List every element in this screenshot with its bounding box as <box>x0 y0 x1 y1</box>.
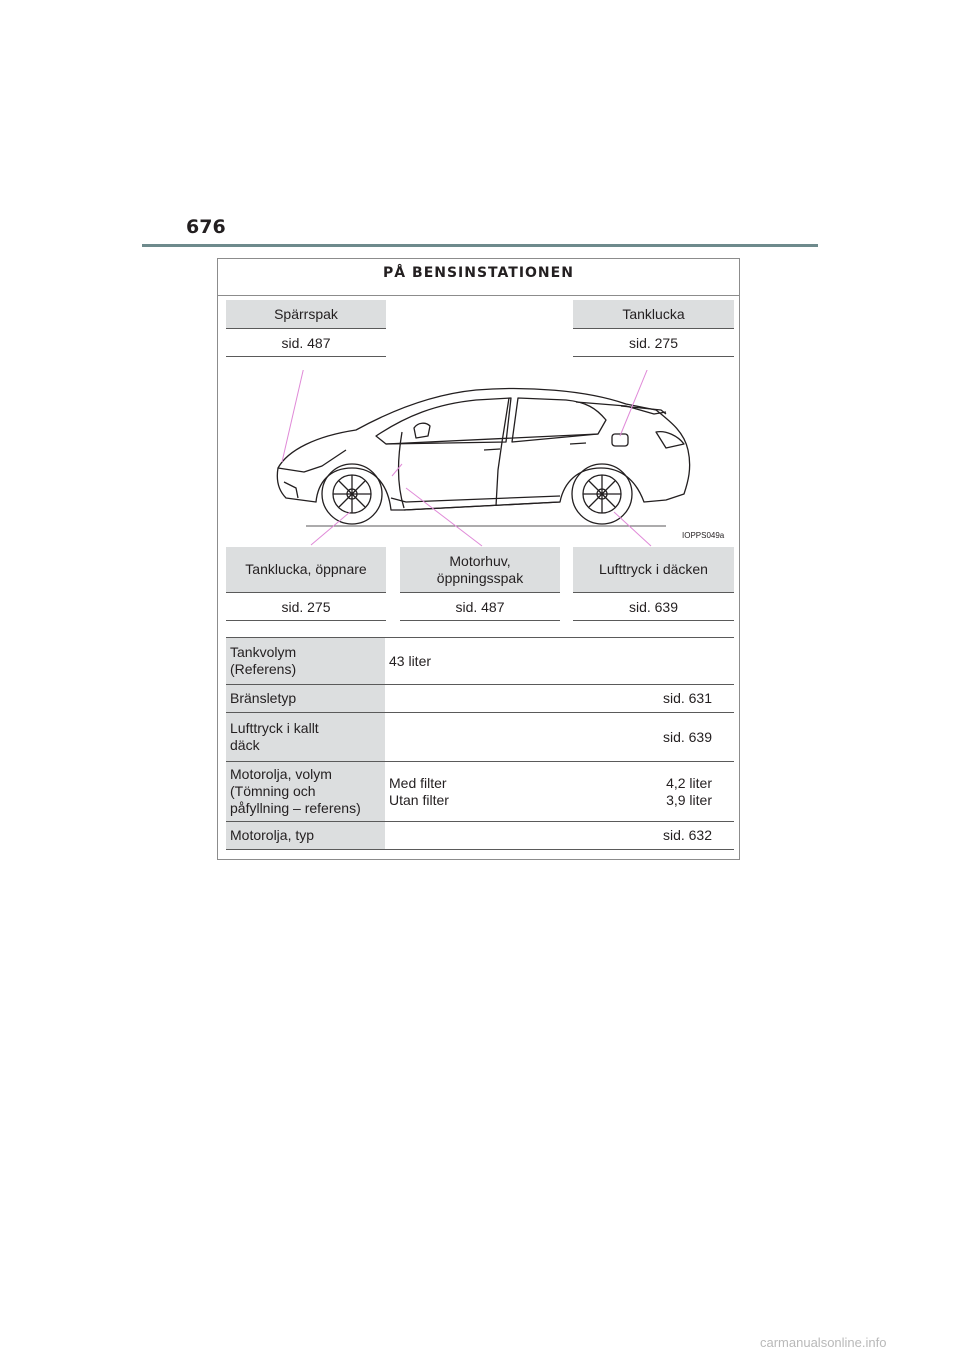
callout-ref-tanklucka[interactable]: sid. 275 <box>573 329 734 357</box>
spec-key <box>226 713 385 762</box>
table-row <box>226 762 734 822</box>
spec-key-line: (Tömning och <box>230 783 316 799</box>
table-row <box>226 685 734 713</box>
callout-label-tanklucka-oppnare: Tanklucka, öppnare <box>226 547 386 593</box>
spec-key: Bränsletyp <box>226 685 385 713</box>
spec-table <box>226 637 734 850</box>
callout-ref-motorhuv[interactable]: sid. 487 <box>400 593 560 621</box>
spec-key <box>226 762 385 822</box>
spec-value[interactable]: sid. 632 <box>385 822 734 850</box>
callout-ref-tanklucka-oppnare[interactable]: sid. 275 <box>226 593 386 621</box>
callout-ref-sparrspak[interactable]: sid. 487 <box>226 329 386 357</box>
oil-row-value: 3,9 liter <box>666 791 712 808</box>
callout-label-tanklucka: Tanklucka <box>573 300 734 329</box>
spec-key-line: Motorolja, volym <box>230 766 332 782</box>
callout-ref-lufttryck[interactable]: sid. 639 <box>573 593 734 621</box>
spec-value <box>385 762 734 822</box>
spec-value[interactable]: sid. 639 <box>385 713 734 762</box>
callout-label-motorhuv <box>400 547 560 593</box>
spec-value[interactable]: sid. 631 <box>385 685 734 713</box>
spec-value: 43 liter <box>385 638 734 685</box>
callout-label-lufttryck: Lufttryck i däcken <box>573 547 734 593</box>
watermark: carmanualsonline.info <box>760 1335 887 1350</box>
table-row <box>226 713 734 762</box>
car-illustration <box>226 370 734 550</box>
callout-label-sparrspak: Spärrspak <box>226 300 386 329</box>
oil-row-name: Utan filter <box>389 791 449 808</box>
spec-key-line: (Referens) <box>230 661 297 677</box>
oil-row-value: 4,2 liter <box>666 774 712 791</box>
figure-id: IOPPS049a <box>682 531 725 540</box>
header-rule <box>142 244 818 247</box>
table-row <box>226 822 734 850</box>
title-rule <box>218 295 739 296</box>
spec-key-line: påfyllning – referens) <box>230 800 361 816</box>
table-row <box>226 638 734 685</box>
oil-row-with-filter <box>389 775 712 792</box>
spec-key: Motorolja, typ <box>226 822 385 850</box>
page-number: 676 <box>186 216 226 238</box>
spec-key-line: däck <box>230 737 260 753</box>
spec-key-line: Tankvolym <box>230 644 297 660</box>
callout-label-motorhuv-line2: öppningsspak <box>436 569 524 586</box>
oil-row-without-filter <box>389 792 712 809</box>
callout-label-motorhuv-line1: Motorhuv, <box>449 552 511 569</box>
oil-row-name: Med filter <box>389 774 447 791</box>
spec-key <box>226 638 385 685</box>
spec-key-line: Lufttryck i kallt <box>230 720 319 736</box>
section-title: PÅ BENSINSTATIONEN <box>383 265 574 281</box>
